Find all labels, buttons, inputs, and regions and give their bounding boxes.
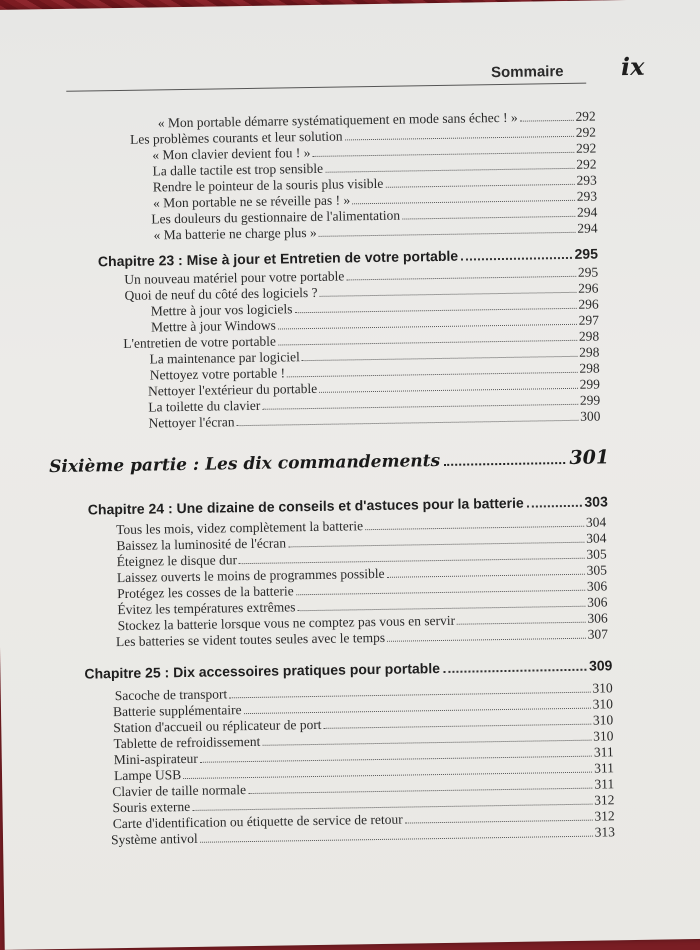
toc-entry: Éteignez le disque dur 305 bbox=[116, 546, 607, 570]
toc-entry: Souris externe 312 bbox=[112, 792, 615, 816]
toc-entry: Mettre à jour Windows 297 bbox=[150, 312, 600, 335]
part-6-heading: Sixième partie : Les dix commandements 301 bbox=[49, 446, 610, 478]
toc-entry: « Mon portable démarre systématiquement en mode sans échec ! » 292 bbox=[157, 108, 596, 131]
toc-entry: Les problèmes courants et leur solution 292 bbox=[129, 124, 597, 147]
toc-entry: « Mon clavier devient fou ! » 292 bbox=[152, 140, 597, 163]
header-rule bbox=[66, 83, 586, 92]
toc-entry: Un nouveau matériel pour votre portable 295 bbox=[124, 264, 599, 287]
toc-entry: Mini-aspirateur 311 bbox=[113, 744, 614, 768]
running-head: Sommaire bbox=[490, 62, 564, 82]
toc-entry: Protégez les cosses de la batterie 306 bbox=[117, 578, 608, 602]
toc-entry: Stockez la batterie lorsque vous ne comptez pas vous en servir 306 bbox=[117, 610, 608, 634]
toc-entry: Sacoche de transport 310 bbox=[114, 680, 613, 704]
toc-entry: Nettoyer l'extérieur du portable 299 bbox=[147, 376, 601, 399]
toc-entry: Station d'accueil ou réplicateur de port 310 bbox=[113, 712, 614, 736]
toc-entry: Laissez ouverts le moins de programmes possible 305 bbox=[116, 562, 607, 586]
toc-entry: Baissez la luminosité de l'écran 304 bbox=[116, 530, 607, 554]
toc-entry: Les douleurs du gestionnaire de l'alimentation 294 bbox=[151, 204, 598, 227]
toc-entry: Lampe USB 311 bbox=[113, 760, 615, 784]
toc-entry: Clavier de taille normale 311 bbox=[112, 776, 615, 800]
toc-entry: La dalle tactile est trop sensible 292 bbox=[152, 156, 597, 179]
toc-entry: Les batteries se vident toutes seules avec le temps 307 bbox=[115, 626, 608, 650]
page-number: ix bbox=[620, 51, 645, 82]
chapter-24-heading: Chapitre 24 : Une dizaine de conseils et d'astuces pour la batterie 303 bbox=[87, 493, 608, 518]
toc-entry: La maintenance par logiciel 298 bbox=[149, 344, 600, 367]
toc-entry: Tous les mois, videz complètement la batterie 304 bbox=[116, 514, 607, 538]
chapter-25-heading: Chapitre 25 : Dix accessoires pratiques pour portable 309 bbox=[84, 657, 613, 682]
toc-entry: Quoi de neuf du côté des logiciels ? 296 bbox=[124, 280, 599, 303]
toc-entry: Nettoyer l'écran 300 bbox=[148, 408, 601, 431]
toc-entry: « Mon portable ne se réveille pas ! » 293 bbox=[152, 188, 598, 211]
toc-entry: Rendre le pointeur de la souris plus visible 293 bbox=[152, 172, 597, 195]
chapter-23-heading: Chapitre 23 : Mise à jour et Entretien de votre portable 295 bbox=[97, 245, 599, 270]
toc-entry: Système antivol 313 bbox=[110, 824, 616, 848]
toc-entry: Nettoyez votre portable ! 298 bbox=[149, 360, 600, 383]
toc-entry: Évitez les températures extrêmes 306 bbox=[117, 594, 608, 618]
toc-entry: L'entretien de votre portable 298 bbox=[123, 328, 600, 351]
toc-entry: Batterie supplémentaire 310 bbox=[112, 696, 614, 720]
toc-entry: La toilette du clavier 299 bbox=[148, 392, 601, 415]
toc-entry: Tablette de refroidissement 310 bbox=[113, 728, 614, 752]
toc-entry: Carte d'identification ou étiquette de service de retour 312 bbox=[112, 808, 615, 832]
toc-entry: « Ma batterie ne charge plus » 294 bbox=[153, 220, 598, 243]
toc-entry: Mettre à jour vos logiciels 296 bbox=[150, 296, 599, 319]
